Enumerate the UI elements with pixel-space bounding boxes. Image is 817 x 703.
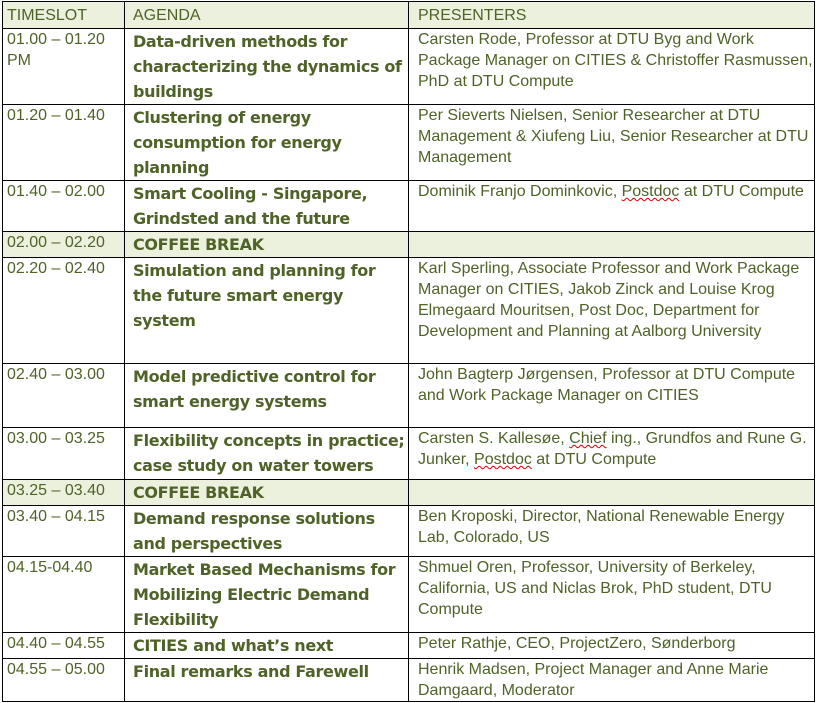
table-row	[3, 557, 815, 633]
timeslot-cell: 01.20 – 01.40	[3, 105, 125, 181]
timeslot-cell: 04.55 – 05.00	[3, 659, 125, 702]
timeslot-cell: 02.40 – 03.00	[3, 364, 125, 428]
header-timeslot: TIMESLOT	[3, 2, 125, 29]
table-row	[3, 105, 815, 181]
table-row	[3, 364, 815, 428]
timeslot-cell: 01.00 – 01.20 PM	[3, 29, 125, 105]
timeslot-cell: 04.15-04.40	[3, 557, 125, 633]
table-row	[3, 506, 815, 557]
presenters-text: at DTU Compute	[531, 451, 657, 468]
table-row	[3, 29, 815, 105]
agenda-cell: CITIES and what’s next	[125, 633, 409, 659]
agenda-cell: Smart Cooling - Singapore, Grindsted and the future	[125, 181, 409, 232]
spellcheck-word: Postdoc	[621, 183, 680, 200]
presenters-cell	[409, 181, 815, 232]
timeslot-cell: 02.00 – 02.20	[3, 232, 125, 258]
presenters-cell	[409, 480, 815, 506]
presenters-text: ing., Grundfos and Rune G. Junker,	[418, 430, 807, 468]
presenters-text: at DTU Compute	[679, 183, 804, 200]
table-row	[3, 181, 815, 232]
spellcheck-word: Postdoc	[474, 451, 532, 468]
presenters-text: Dominik Franjo Dominkovic,	[418, 183, 622, 200]
agenda-cell: Data-driven methods for characterizing the dynamics of buildings	[125, 29, 409, 105]
agenda-cell: Simulation and planning for the future smart energy system	[125, 258, 409, 364]
break-row	[3, 232, 815, 258]
timeslot-cell: 03.00 – 03.25	[3, 428, 125, 480]
agenda-cell: COFFEE BREAK	[125, 480, 409, 506]
table-row	[3, 633, 815, 659]
agenda-cell: COFFEE BREAK	[125, 232, 409, 258]
agenda-table	[2, 1, 815, 702]
timeslot-cell: 02.20 – 02.40	[3, 258, 125, 364]
timeslot-cell: 04.40 – 04.55	[3, 633, 125, 659]
timeslot-cell: 01.40 – 02.00	[3, 181, 125, 232]
table-row	[3, 258, 815, 364]
presenters-cell: Ben Kroposki, Director, National Renewable Energy Lab, Colorado, US	[409, 506, 815, 557]
table-row	[3, 428, 815, 480]
agenda-cell: Model predictive control for smart energy systems	[125, 364, 409, 428]
header-presenters: PRESENTERS	[409, 2, 815, 29]
presenters-cell: Per Sieverts Nielsen, Senior Researcher at DTU Management & Xiufeng Liu, Senior Researcher at DTU Management	[409, 105, 815, 181]
timeslot-cell: 03.40 – 04.15	[3, 506, 125, 557]
table-header-row	[3, 2, 815, 29]
presenters-cell: John Bagterp Jørgensen, Professor at DTU Compute and Work Package Manager on CITIES	[409, 364, 815, 428]
presenters-cell: Carsten Rode, Professor at DTU Byg and Work Package Manager on CITIES & Christoffer Rasmussen, PhD at DTU Compute	[409, 29, 815, 105]
spellcheck-word: Chief	[569, 430, 607, 447]
agenda-cell: Demand response solutions and perspectives	[125, 506, 409, 557]
agenda-cell: Market Based Mechanisms for Mobilizing Electric Demand Flexibility	[125, 557, 409, 633]
presenters-cell: Peter Rathje, CEO, ProjectZero, Sønderborg	[409, 633, 815, 659]
presenters-cell: Karl Sperling, Associate Professor and Work Package Manager on CITIES, Jakob Zinck and Louise Krog Elmegaard Mouritsen, Post Doc, Department for Development and Planning at Aalborg University	[409, 258, 815, 364]
header-agenda: AGENDA	[125, 2, 409, 29]
agenda-cell: Clustering of energy consumption for energy planning	[125, 105, 409, 181]
presenters-cell	[409, 428, 815, 480]
agenda-cell: Flexibility concepts in practice; case study on water towers	[125, 428, 409, 480]
agenda-cell: Final remarks and Farewell	[125, 659, 409, 702]
table-row	[3, 659, 815, 702]
presenters-cell	[409, 232, 815, 258]
presenters-cell: Shmuel Oren, Professor, University of Berkeley, California, US and Niclas Brok, PhD student, DTU Compute	[409, 557, 815, 633]
presenters-cell: Henrik Madsen, Project Manager and Anne Marie Damgaard, Moderator	[409, 659, 815, 702]
break-row	[3, 480, 815, 506]
timeslot-cell: 03.25 – 03.40	[3, 480, 125, 506]
presenters-text: Carsten S. Kallesøe,	[418, 430, 570, 447]
